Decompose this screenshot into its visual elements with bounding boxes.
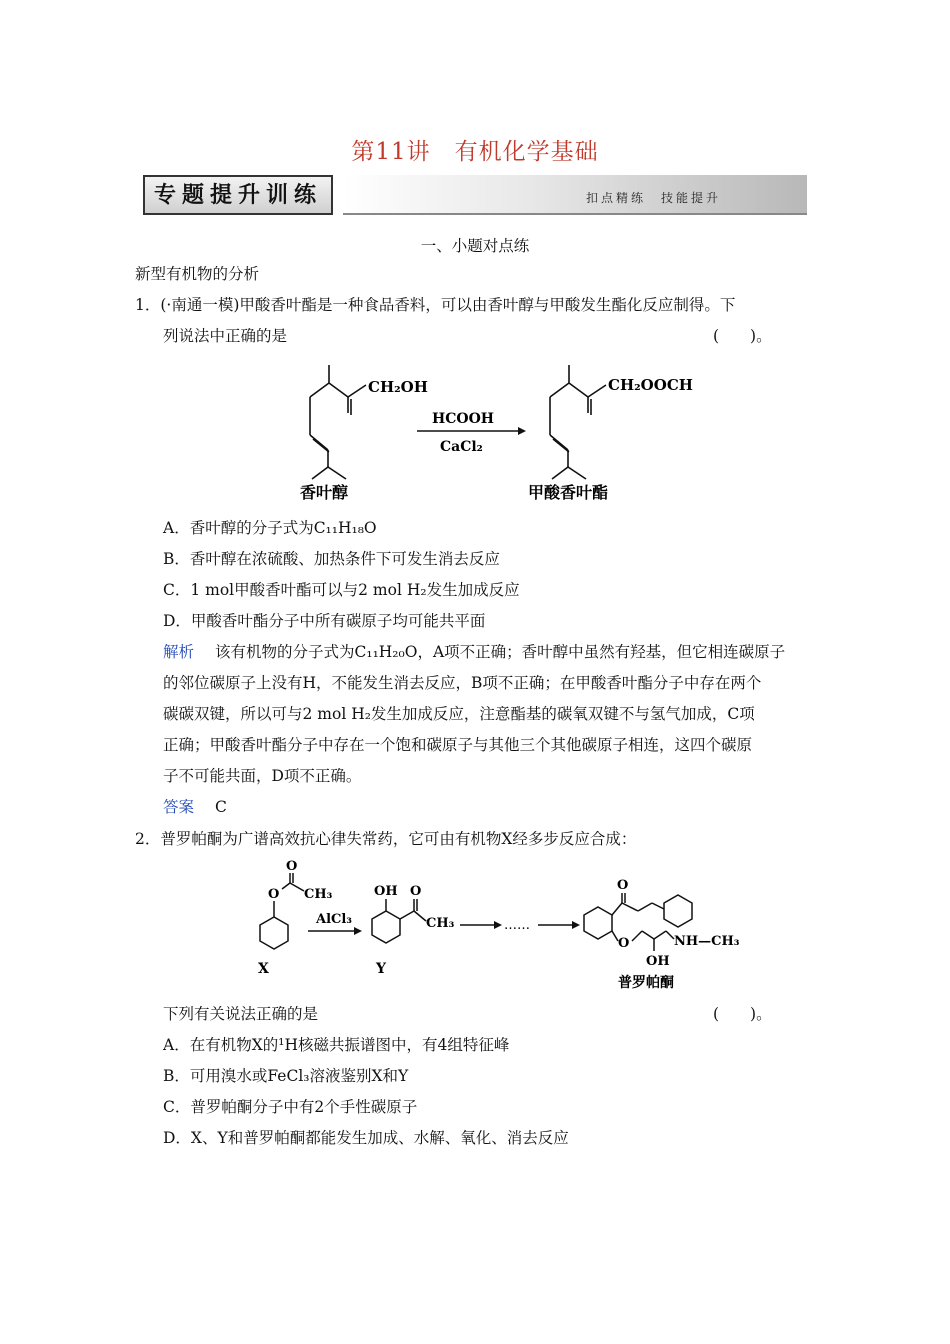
x-ester-o: O [268,887,280,902]
q1-analysis-line2: 的邻位碳原子上没有H，不能发生消去反应，B项不正确；在甲酸香叶酯分子中存在两个 [163,674,762,692]
page-title: 第11讲 有机化学基础 [351,139,599,165]
q1-analysis-line3: 碳碳双键，所以可与2 mol H₂发生加成反应，注意酯基的碳氧双键不与氢气加成，C项 [163,705,755,723]
propafenone-carbonyl-o: O [617,878,629,893]
y-carbonyl-o: O [410,884,422,899]
geraniol-structure [310,365,366,479]
section-heading: 一、小题对点练 [420,237,530,255]
geraniol-name: 香叶醇 [300,483,349,502]
q1-answer: C [215,798,227,816]
x-carbonyl-o: O [286,859,298,874]
q2-answer-blank: ( )。 [713,1005,772,1023]
topic-heading: 新型有机物的分析 [135,265,260,283]
q1-analysis-line4: 正确；甲酸香叶酯分子中存在一个饱和碳原子与其他三个其他碳原子相连，这四个碳原 [163,736,753,754]
q2-option-b: B．可用溴水或FeCl₃溶液鉴别X和Y [163,1067,409,1085]
q2-synthesis-scheme [238,855,748,995]
label-y: Y [376,961,386,977]
dots: …… [504,918,530,933]
compound-y-structure [372,899,426,943]
formate-group: CH₂OOCH [608,376,693,394]
q1-answer-label: 答案 [163,798,195,816]
q1-reaction-scheme [290,355,693,505]
y-ch3: CH₃ [426,916,455,931]
q1-analysis-line5: 子不可能共面，D项不正确。 [163,767,362,785]
geranyl-formate-structure [550,365,606,479]
q1-stem-line1: 1．(·南通一模)甲酸香叶酯是一种食品香料，可以由香叶醇与甲酸发生酯化反应制得。下 [135,296,736,314]
formate-name: 甲酸香叶酯 [528,483,609,502]
q1-option-a: A．香叶醇的分子式为C₁₁H₁₈O [163,519,377,537]
propafenone-oh: OH [646,954,670,969]
q1-option-d: D．甲酸香叶酯分子中所有碳原子均可能共平面 [163,612,486,630]
q1-analysis-line1: 该有机物的分子式为C₁₁H₂₀O，A项不正确；香叶醇中虽然有羟基，但它相连碳原子 [215,643,786,661]
q1-stem-line2: 列说法中正确的是 [163,327,288,345]
reagent-bottom: CaCl₂ [440,439,483,455]
q1-option-c: C．1 mol甲酸香叶酯可以与2 mol H₂发生加成反应 [163,581,520,599]
q2-option-d: D．X、Y和普罗帕酮都能发生加成、水解、氧化、消去反应 [163,1129,569,1147]
x-ch3: CH₃ [304,887,333,902]
y-oh: OH [374,884,398,899]
propafenone-name: 普罗帕酮 [618,975,674,991]
q2-stem2: 下列有关说法正确的是 [163,1005,319,1023]
reagent-alcl3: AlCl₃ [316,912,353,927]
q1-analysis-label: 解析 [163,643,195,661]
reaction-arrow [518,427,526,435]
banner-strip [343,175,807,215]
propafenone-ether-o: O [618,936,630,951]
q1-option-b: B．香叶醇在浓硫酸、加热条件下可发生消去反应 [163,550,500,568]
q2-option-a: A．在有机物X的¹H核磁共振谱图中，有4组特征峰 [163,1036,510,1054]
banner-subtitle: 扣点精练 技能提升 [585,191,721,205]
section-banner [143,175,807,213]
propafenone-nh-ch3: NH—CH₃ [674,934,740,949]
banner-label: 专题提升训练 [143,175,333,215]
reagent-top: HCOOH [432,411,494,427]
label-x: X [258,961,269,977]
geraniol-group: CH₂OH [368,378,428,396]
compound-x-structure [260,873,304,949]
q2-option-c: C．普罗帕酮分子中有2个手性碳原子 [163,1098,418,1116]
q2-stem: 2．普罗帕酮为广谱高效抗心律失常药，它可由有机物X经多步反应合成： [135,830,637,848]
q1-answer-blank: ( )。 [713,327,772,345]
